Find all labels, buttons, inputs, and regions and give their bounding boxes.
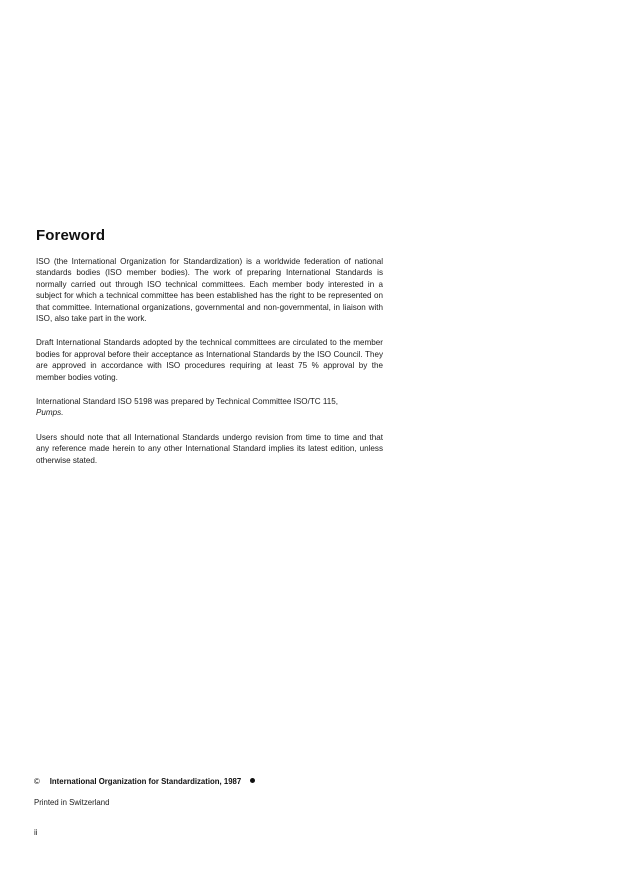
foreword-heading: Foreword <box>36 227 106 244</box>
committee-title: Pumps. <box>36 408 64 418</box>
paragraph-iso-federation: ISO (the International Organization for Standardization) is a worldwide federation of national standards bodies (ISO member bodies). The work of preparing International Standards is normally carried out through ISO technical committees. Each member body interested in a subject for which a technical committee has been established has the right to be represented on that committee. International organizations, governmental and non-governmental, in liaison with ISO, also take part in the work. <box>36 257 383 324</box>
copyright-line <box>34 776 255 787</box>
prepared-by-text: International Standard ISO 5198 was prepared by Technical Committee ISO/TC 115, <box>36 397 339 407</box>
copyright-symbol: © <box>34 777 40 786</box>
copyright-text: International Organization for Standardization, 1987 <box>49 777 242 786</box>
foreword-body <box>36 256 383 466</box>
bullet-dot-icon <box>250 778 255 783</box>
paragraph-revision-note: Users should note that all International Standards undergo revision from time to time and that any reference made herein to any other International Standard implies its latest edition, unless otherwise stated. <box>36 432 383 465</box>
paragraph-prepared-by <box>36 396 383 419</box>
paragraph-draft-standards: Draft International Standards adopted by the technical committees are circulated to the member bodies for approval before their acceptance as International Standards by the ISO Council. They are approved in accordance with ISO procedures requiring at least 75 % approval by the member bodies voting. <box>36 338 383 382</box>
page-number: ii <box>34 828 38 837</box>
printed-in-line: Printed in Switzerland <box>34 798 110 807</box>
